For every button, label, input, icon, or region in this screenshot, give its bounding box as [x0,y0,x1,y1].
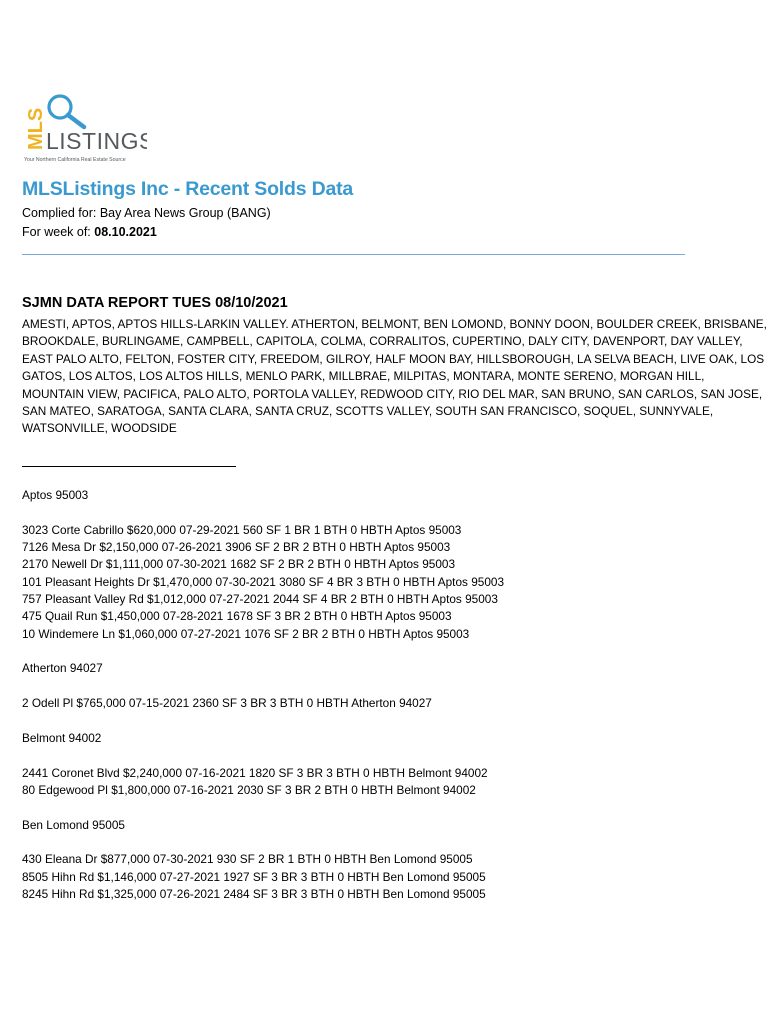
sale-row: 475 Quail Run $1,450,000 07-28-2021 1678 SF 3 BR 2 BTH 0 HBTH Aptos 95003 [22,609,452,624]
sale-row: 2441 Coronet Blvd $2,240,000 07-16-2021 1820 SF 3 BR 3 BTH 0 HBTH Belmont 94002 [22,765,488,780]
section-heading: Ben Lomond 95005 [22,817,125,832]
week-of-label: For week of: [22,225,95,239]
compiled-for-line [22,206,271,220]
week-of-value: 08.10.2021 [94,225,157,239]
section-gap [22,799,504,816]
sale-row: 430 Eleana Dr $877,000 07-30-2021 930 SF 2 BR 1 BTH 0 HBTH Ben Lomond 95005 [22,852,473,867]
sale-row: 80 Edgewood Pl $1,800,000 07-16-2021 2030 SF 3 BR 2 BTH 0 HBTH Belmont 94002 [22,782,476,797]
section-heading: Atherton 94027 [22,661,103,676]
sales-listing [22,487,504,903]
report-title: SJMN DATA REPORT TUES 08/10/2021 [22,295,288,311]
logo-tagline: Your Northern California Real Estate Source [24,157,126,163]
sale-row: 757 Pleasant Valley Rd $1,012,000 07-27-2021 2044 SF 4 BR 2 BTH 0 HBTH Aptos 95003 [22,592,498,607]
section-gap [22,834,504,851]
sale-row: 101 Pleasant Heights Dr $1,470,000 07-30-2021 3080 SF 4 BR 3 BTH 0 HBTH Aptos 95003 [22,574,505,589]
sale-row: 2170 Newell Dr $1,111,000 07-30-2021 1682 SF 2 BR 2 BTH 0 HBTH Aptos 95003 [22,557,456,572]
section-gap [22,504,504,521]
section-gap [22,643,504,660]
section-heading: Belmont 94002 [22,730,102,745]
separator-line [22,466,236,467]
mls-listings-logo [22,92,147,164]
header-divider [22,254,685,255]
sale-row: 8245 Hihn Rd $1,325,000 07-26-2021 2484 SF 3 BR 3 BTH 0 HBTH Ben Lomond 95005 [22,886,486,901]
logo-wordmark: LISTINGS [46,128,147,154]
section-gap [22,747,504,764]
sale-row: 8505 Hihn Rd $1,146,000 07-27-2021 1927 SF 3 BR 3 BTH 0 HBTH Ben Lomond 95005 [22,869,486,884]
sale-row: 2 Odell Pl $765,000 07-15-2021 2360 SF 3 BR 3 BTH 0 HBTH Atherton 94027 [22,696,432,711]
compiled-for-value: Bay Area News Group (BANG) [99,206,271,220]
sale-row: 10 Windemere Ln $1,060,000 07-27-2021 1076 SF 2 BR 2 BTH 0 HBTH Aptos 95003 [22,626,470,641]
sale-row: 3023 Corte Cabrillo $620,000 07-29-2021 560 SF 1 BR 1 BTH 0 HBTH Aptos 95003 [22,522,462,537]
page-title: MLSListings Inc - Recent Solds Data [22,178,354,200]
report-city-list: AMESTI, APTOS, APTOS HILLS-LARKIN VALLEY. ATHERTON, BELMONT, BEN LOMOND, BONNY DOON, BOULDER CREEK, BRISBANE, BROOKDALE, BURLINGAME, CAMPBELL, CAPITOLA, COLMA, CORRALITOS, CUPERTINO, DALY CITY, DAVENPORT, DAY VALLEY, EAST PALO ALTO, FELTON, FOSTER CITY, FREEDOM, GILROY, HALF MOON BAY, HILLSBOROUGH, LA SELVA BEACH, LIVE OAK, LOS GATOS, LOS ALTOS, LOS ALTOS HILLS, MENLO PARK, MILLBRAE, MILPITAS, MONTARA, MONTE SERENO, MORGAN HILL, MOUNTAIN VIEW, PACIFICA, PALO ALTO, PORTOLA VALLEY, REDWOOD CITY, RIO DEL MAR, SAN BRUNO, SAN CARLOS, SAN JOSE, SAN MATEO, SARATOGA, SANTA CLARA, SANTA CRUZ, SCOTTS VALLEY, SOUTH SAN FRANCISCO, SOQUEL, SUNNYVALE, WATSONVILLE, WOODSIDE [22,317,767,436]
section-gap [22,712,504,729]
compiled-for-label: Complied for: [22,206,100,220]
logo-mark: MLS [25,107,47,150]
sale-row: 7126 Mesa Dr $2,150,000 07-26-2021 3906 SF 2 BR 2 BTH 0 HBTH Aptos 95003 [22,540,451,555]
section-heading: Aptos 95003 [22,488,89,502]
section-gap [22,678,504,695]
magnifier-handle-icon [68,115,84,127]
week-of-line [22,225,157,239]
